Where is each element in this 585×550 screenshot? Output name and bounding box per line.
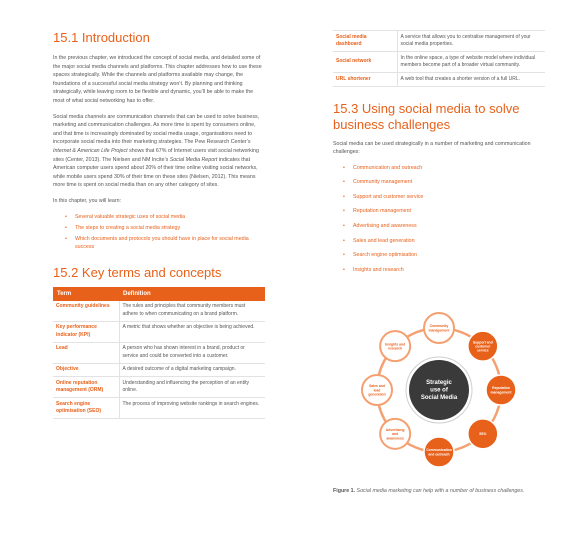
table-row: URL shortener A web tool that creates a shorter version of a full URL. [333, 73, 545, 87]
table-row: Online reputation management (ORM) Understanding and influencing the perception of an entity online. [53, 377, 265, 398]
column-header-term: Term [53, 287, 119, 301]
right-column [333, 30, 545, 280]
list-item: • Reputation management [343, 208, 412, 215]
section-heading-solve-challenges: 15.3 Using social media to solve business challenges [333, 100, 520, 132]
cycle-node-label: Sales and [369, 384, 385, 389]
section-heading-introduction: 15.1 Introduction [53, 30, 150, 45]
intro-paragraph-3: In this chapter, you will learn: [53, 197, 122, 204]
key-terms-table [53, 287, 265, 420]
cycle-node-label: Reputation [492, 386, 510, 391]
list-item: • Search engine optimisation [343, 252, 417, 259]
left-column [53, 30, 265, 419]
cycle-node-label: Insights and [385, 342, 406, 347]
cycle-node-label: SEO [479, 432, 487, 437]
cycle-node-label: customer [475, 344, 491, 349]
cycle-node-label: Support and [472, 340, 493, 345]
cycle-node-label: and outreach [428, 452, 450, 457]
intro-paragraph-2: Social media channels are communication channels that can be used to solve business, marketing and communication challenges. As more time is spent by consumers online, and that time is increasingly dominated by social media usage, organisations need to incorporate social media into their marketing strategies. The Pew Research Center’s Internet & American Life Project shows that 67% of Internet users visit social networking sites (Center, 2013). The Nielsen and NM Incite’s Social Media Report indicates that American computer users spend about 20% of their time online visiting social networks, while mobile users spend 30% of their time on these sites (Nielsen, 2012). This means more time is spent on social media than on any other category of sites. [53, 113, 260, 189]
cycle-node-label: Advertising [385, 427, 405, 432]
cycle-node-label: Community [429, 324, 449, 329]
list-item: • Which documents and protocols you should have in place for social media success [65, 235, 249, 250]
list-item: • Several valuable strategic uses of social media [65, 213, 186, 220]
table-row: Key performance indicator (KPI) A metric that shows whether an objective is being achieved. [53, 321, 265, 342]
cycle-node-label: and [392, 432, 399, 437]
intro-paragraph-1: In the previous chapter, we introduced the concept of social media, and detailed some of the major social media channels and platforms. This chapter addresses how to use these spaces strategically. While the channels and platforms available may change, the foundations of a successful social media strategy won’t. By planning and thinking strategically, while leaving room to be flexible and dynamic, you’ll be able to make the most of what social networking has to offer. [53, 55, 262, 104]
table-row: Lead A person who has shown interest in a brand, product or service and could be converted into a customer. [53, 342, 265, 363]
table-row: Community guidelines The rules and principles that community members must adhere to when communicating on a brand platform. [53, 301, 265, 322]
challenges-list [333, 164, 545, 274]
cycle-node-label: lead [373, 388, 381, 393]
social-media-cycle-diagram [333, 300, 545, 480]
section-heading-key-terms: 15.2 Key terms and concepts [53, 264, 222, 280]
list-item: • Insights and research [343, 266, 404, 273]
table-header-row [53, 287, 265, 301]
cycle-node-label: awareness [386, 436, 404, 441]
center-label: Strategic [426, 380, 452, 386]
key-terms-table-continued [333, 30, 545, 87]
center-label: use of [430, 387, 448, 394]
cycle-node-label: management [490, 390, 512, 395]
cycle-node-label: generation [368, 392, 386, 397]
list-item: • The steps to creating a social media strategy [65, 224, 181, 231]
cycle-node-label: management [428, 328, 450, 333]
cycle-node-label: service [476, 348, 489, 353]
cycle-node-label: Communication [426, 448, 452, 453]
table-row: Social network In the online space, a type of website model where individual members become part of a broader virtual community. [333, 52, 545, 73]
table-row: Search engine optimisation (SEO) The process of improving website rankings in search engines. [53, 398, 265, 419]
learning-list [53, 213, 265, 251]
figure-caption: Figure 1. Social media marketing can help with a number of business challenges. [333, 488, 525, 494]
list-item: • Community management [343, 179, 413, 186]
list-item: • Support and customer service [343, 193, 424, 200]
table-row: Objective A desired outcome of a digital marketing campaign. [53, 363, 265, 377]
list-item: • Advertising and awareness [343, 223, 417, 230]
center-label: Social Media [420, 395, 458, 401]
list-item: • Sales and lead generation [343, 237, 415, 244]
cycle-diagram-svg [333, 300, 545, 480]
solve-intro-paragraph: Social media can be used strategically in a number of marketing and communication challenges: [333, 140, 531, 156]
cycle-node-label: research [388, 346, 403, 351]
table-row: Social media dashboard A service that allows you to centralise management of your social media properties. [333, 31, 545, 52]
list-item: • Communication and outreach [343, 164, 423, 171]
column-header-definition: Definition [119, 287, 265, 301]
